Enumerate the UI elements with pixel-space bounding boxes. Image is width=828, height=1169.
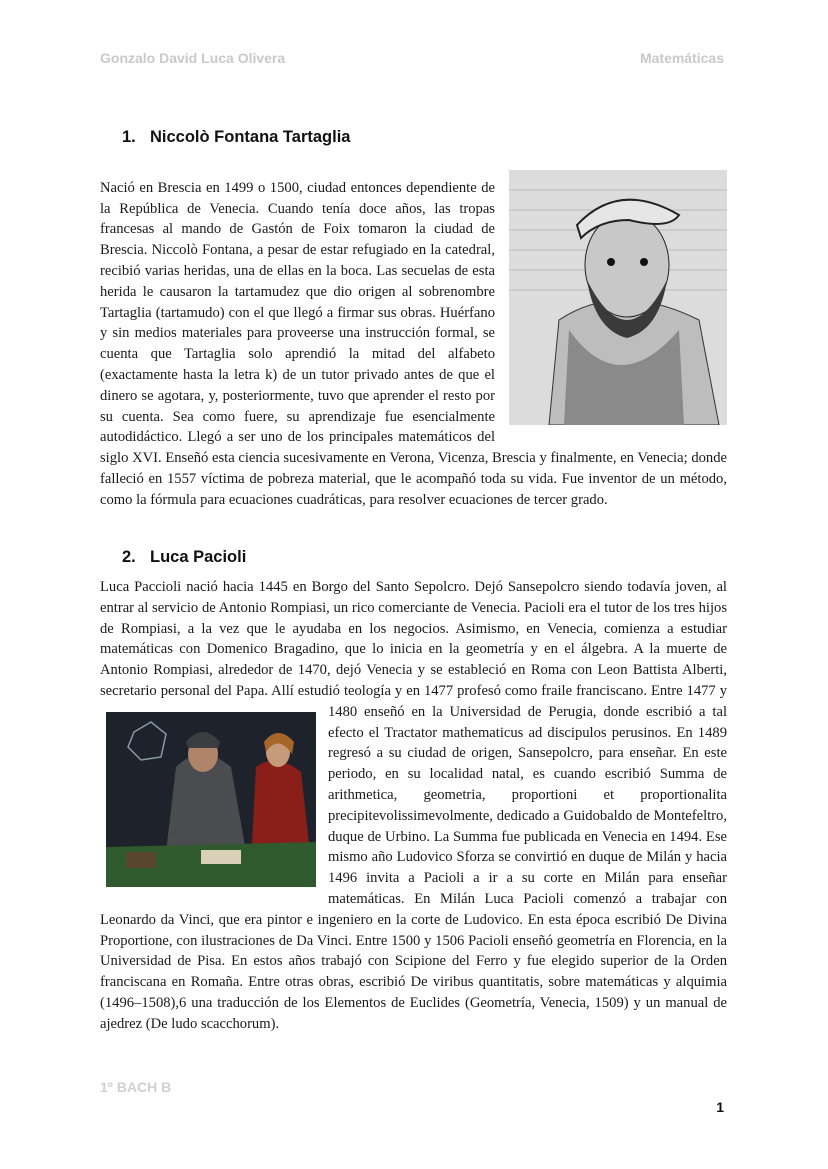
page-number: 1 [716,1099,724,1115]
section-paragraph: Nació en Brescia en 1499 o 1500, ciudad entonces dependiente de la República de Venecia. Cuando tenía doce años, las tropas francesas al mando de Gastón de Foix tomaron la ciudad de Brescia. Niccolò Fontana, a pesar de estar refugiado en la catedral, recibió varias heridas, una de ellas en la boca. Las secuelas de esta herida le causaron la tartamudez que dio origen al sobrenombre Tartaglia (tartamudo) con el que llegó a firmar sus obras. Huérfano y sin medios materiales para proveerse una instrucción formal, se cuenta que Tartaglia solo aprendió la mitad del alfabeto (exactamente hasta la letra k) de un tutor privado antes de que el dinero se agotara, y, posteriormente, tuvo que aprender el resto por su cuenta. Sea como fuere, su aprendizaje fue esencialmente autodidáctico. Llegó a ser uno de los principales matemáticos del siglo XVI. Enseñó esta ciencia sucesivamente en Verona, Vicenza, Brescia y finalmente, en Venecia; donde falleció en 1557 víctima de pobreza material, que le acompañó toda su vida. Fue inventor de un método, como la fórmula para ecuaciones cuadráticas, para resolver ecuaciones de tercer grado. [100,157,727,511]
section-number: 1. [122,128,136,146]
tartaglia-portrait-image [509,170,727,425]
footer-class-label: 1º BACH B [100,1079,172,1095]
section-tartaglia [100,128,727,511]
header-author: Gonzalo David Luca Olivera [100,50,286,66]
header-subject: Matemáticas [639,50,724,66]
section-heading [122,128,727,147]
section-title: Niccolò Fontana Tartaglia [150,128,351,146]
section-paragraph: Luca Paccioli nació hacia 1445 en Borgo del Santo Sepolcro. Dejó Sansepolcro siendo todavía joven, al entrar al servicio de Antonio Rompiasi, un rico comerciante de Venecia. Pacioli era el tutor de los tres hijos de Rompiasi, a la vez que le ayudaba en los negocios. Asimismo, en Venecia, comienza a estudiar matemáticas con Domenico Bragadino, que lo inicia en la geometría y en el álgebra. A la muerte de Antonio Rompiasi, alrededor de 1470, dejó Venecia y se estableció en Roma con Leon Battista Alberti, secretario personal del Papa. Allí estudió teología y en 1477 profesó como fraile franciscano. Entre 1477 y 1480 enseñó en la Universidad de Perugia, donde escribió a tal efecto el Tractator mathematicus ad discipulos perusinos. En 1489 regresó a su ciudad de origen, Sansepolcro, para enseñar. En este periodo, en su localidad natal, es cuando escribió Summa de arithmetica, geometria, proportioni et proportionalita precipitevolissimevolmente, dedicado a Guidobaldo de Montefeltro, duque de Urbino. La Summa fue publicada en Venecia en 1494. Ese mismo año Ludovico Sforza se convirtió en duque de Milán y hacia 1496 invita a Pacioli a ir a su corte en Milán para enseñar matemáticas. En Milán Luca Pacioli comenzó a trabajar con Leonardo da Vinci, que era pintor e ingeniero en la corte de Ludovico. En esta época escribió De Divina Proportione, con ilustraciones de Da Vinci. Entre 1500 y 1506 Pacioli enseñó geometría en Florencia, en la Universidad de Pisa. En estos años trabajó con Scipione del Ferro y fue elegido superior de la Orden franciscana en Romaña. Entre otras obras, escribió De viribus quantitatis, sobre matemáticas y alquimia (1496–1508),6 una traducción de los Elementos de Euclides (Geometría, Venecia, 1509) y un manual de ajedrez (De ludo scacchorum). [100,579,727,1032]
section-heading [122,548,727,567]
pacioli-painting-image [106,712,316,887]
section-pacioli [100,548,727,1035]
section-title: Luca Pacioli [150,548,247,566]
section-number: 2. [122,548,136,566]
